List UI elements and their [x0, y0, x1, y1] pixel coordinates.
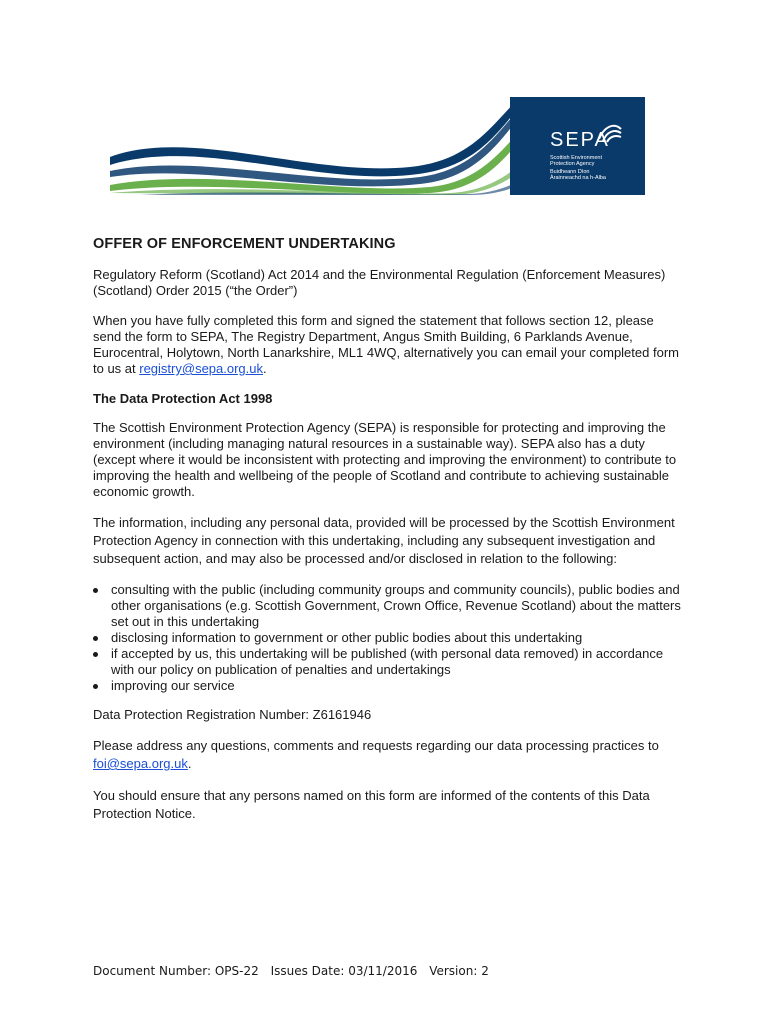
logo-subtitle-line: Protection Agency: [550, 161, 595, 167]
instructions-text: When you have fully completed this form and signed the statement that follows section 12, please send the form to SEPA, The Registry Department, Angus Smith Building, 6 Parklands Avenue, Eurocentral, Holytown, North Lanarkshire, ML1 4WQ, alternatively you can email your completed form to us at: [93, 313, 679, 376]
header-banner: [110, 97, 645, 195]
list-item: disclosing information to government or other public bodies about this undertaking: [93, 630, 683, 646]
registry-email-link[interactable]: registry@sepa.org.uk: [139, 361, 263, 376]
sepa-wave-icon: [597, 121, 623, 143]
processing-purposes-list: [93, 582, 683, 694]
document-footer: [93, 964, 497, 978]
list-item: consulting with the public (including community groups and community councils), public bodies and other organisations (e.g. Scottish Government, Crown Office, Revenue Scotland) about the matters set out in this undertaking: [93, 582, 683, 630]
data-protection-heading: The Data Protection Act 1998: [93, 391, 273, 406]
list-item: if accepted by us, this undertaking will be published (with personal data removed) in accordance with our policy on publication of penalties and undertakings: [93, 646, 683, 678]
page-title: OFFER OF ENFORCEMENT UNDERTAKING: [93, 236, 396, 252]
data-protection-paragraph-1: The Scottish Environment Protection Agency (SEPA) is responsible for protecting and improving the environment (including managing natural resources in a sustainable way). SEPA also has a duty (except where it would be inconsistent with protecting and improving the environment) to contribute to improving the health and wellbeing of the people of Scotland and contribute to achieving sustainable economic growth.: [93, 420, 677, 499]
notice-paragraph: You should ensure that any persons named on this form are informed of the contents of this Data Protection Notice.: [93, 788, 650, 821]
instructions-paragraph: [93, 313, 683, 377]
footer-doc-number: Document Number: OPS-22: [93, 964, 259, 978]
document-body: [93, 236, 683, 837]
questions-end: .: [187, 756, 192, 771]
instructions-end: .: [263, 361, 267, 376]
intro-paragraph: Regulatory Reform (Scotland) Act 2014 and the Environmental Regulation (Enforcement Measures) (Scotland) Order 2015 (“the Order”): [93, 267, 666, 298]
list-item: improving our service: [93, 678, 683, 694]
questions-paragraph: [93, 737, 683, 773]
logo-subtitle-line: Scottish Environment: [550, 155, 602, 161]
registration-number: Data Protection Registration Number: Z6161946: [93, 707, 372, 722]
data-protection-paragraph-2: The information, including any personal data, provided will be processed by the Scottish Environment Protection Agency in connection with this undertaking, including any subsequent investigation and subsequent action, and may also be processed and/or disclosed in relation to the following:: [93, 515, 675, 566]
questions-text: Please address any questions, comments and requests regarding our data processing practices to: [93, 738, 659, 753]
sepa-logo: [510, 97, 645, 195]
footer-issue-date: Issues Date: 03/11/2016: [270, 964, 418, 978]
logo-subtitle-line: Àrainneachd na h-Alba: [550, 175, 606, 181]
footer-version: Version: 2: [429, 964, 489, 978]
sepa-logo-wordmark: SEPA: [550, 129, 610, 151]
logo-subtitle-line: Buidheann Dìon: [550, 169, 590, 175]
foi-email-link[interactable]: foi@sepa.org.uk: [93, 756, 188, 771]
